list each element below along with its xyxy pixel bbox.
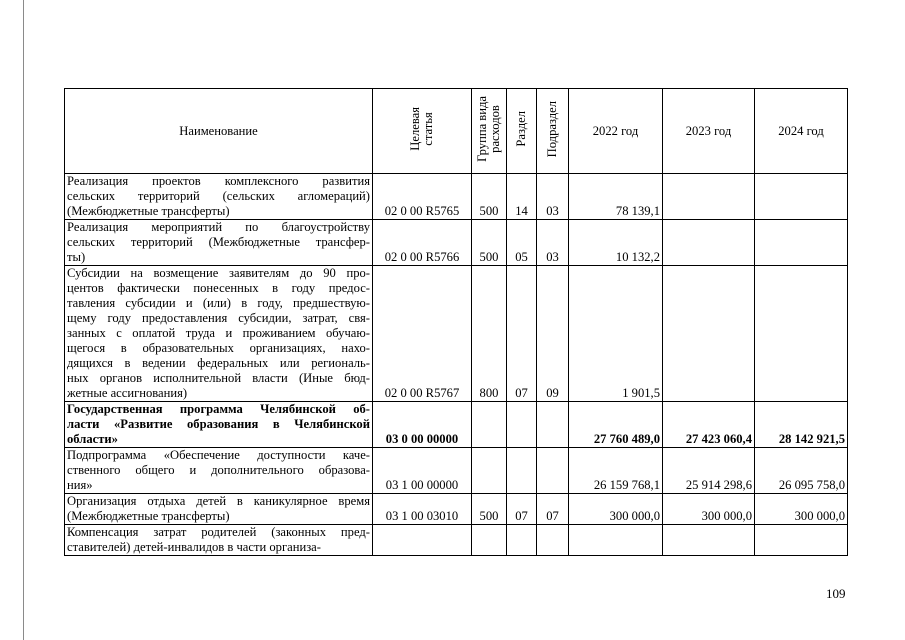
name-line: ственного общего и дополнительного образова- <box>67 463 370 477</box>
amount-2022-cell: 300 000,0 <box>569 494 663 525</box>
name-line: тавления субсидии и (или) в году, предшествую- <box>67 296 370 310</box>
name-line: Государственная программа Челябинской об- <box>67 402 370 416</box>
name-line: щегося в образовательных организациях, нахо- <box>67 341 370 355</box>
amount-2022-cell: 26 159 768,1 <box>569 448 663 494</box>
name-line: Субсидии на возмещение заявителям до 90 про- <box>67 266 370 280</box>
subsection-cell: 07 <box>537 494 569 525</box>
expense-group-cell: 500 <box>472 174 507 220</box>
amount-2022-cell <box>569 525 663 556</box>
section-cell: 14 <box>507 174 537 220</box>
amount-2024-cell: 28 142 921,5 <box>755 402 848 448</box>
row-name-cell <box>65 220 373 266</box>
target-code-cell: 03 1 00 03010 <box>373 494 472 525</box>
subsection-cell: 09 <box>537 266 569 402</box>
target-code-cell <box>373 525 472 556</box>
table-row <box>65 448 848 494</box>
page-number: 109 <box>826 586 846 601</box>
header-target: Целевая статья <box>373 89 472 174</box>
table-row <box>65 494 848 525</box>
name-line: области» <box>67 432 118 446</box>
row-name-cell <box>65 174 373 220</box>
header-section: Раздел <box>507 89 537 174</box>
expense-group-cell: 500 <box>472 220 507 266</box>
expense-group-cell: 800 <box>472 266 507 402</box>
header-2022: 2022 год <box>569 89 663 174</box>
name-line: центов фактически понесенных в году предос- <box>67 281 370 295</box>
target-code-cell: 02 0 00 R5765 <box>373 174 472 220</box>
amount-2024-cell <box>755 220 848 266</box>
name-line: щему году предоставления субсидии, затрат, свя- <box>67 311 370 325</box>
name-line: ласти «Развитие образования в Челябинской <box>67 417 370 431</box>
amount-2022-cell: 78 139,1 <box>569 174 663 220</box>
budget-table <box>64 88 848 556</box>
target-code-cell: 03 1 00 00000 <box>373 448 472 494</box>
header-2023: 2023 год <box>663 89 755 174</box>
header-2024: 2024 год <box>755 89 848 174</box>
header-subsection: Подраздел <box>537 89 569 174</box>
margin-line <box>23 0 24 640</box>
name-line: сельских территорий (сельских агломераций) <box>67 189 370 203</box>
row-name-cell <box>65 402 373 448</box>
section-cell <box>507 402 537 448</box>
name-line: дящихся в ведении федеральных или региональ- <box>67 356 370 370</box>
subsection-cell: 03 <box>537 220 569 266</box>
expense-group-cell <box>472 402 507 448</box>
amount-2024-cell <box>755 266 848 402</box>
name-line: ных органов исполнительной власти (Иные бюд- <box>67 371 370 385</box>
amount-2023-cell <box>663 525 755 556</box>
section-cell: 07 <box>507 266 537 402</box>
section-cell <box>507 525 537 556</box>
amount-2024-cell <box>755 174 848 220</box>
name-line: ния» <box>67 478 93 492</box>
target-code-cell: 02 0 00 R5766 <box>373 220 472 266</box>
expense-group-cell <box>472 448 507 494</box>
subsection-cell <box>537 402 569 448</box>
amount-2024-cell <box>755 525 848 556</box>
row-name-cell <box>65 266 373 402</box>
name-line: занных с оплатой труда и проживанием обучаю- <box>67 326 370 340</box>
table-body <box>65 174 848 556</box>
name-line: Подпрограмма «Обеспечение доступности каче- <box>67 448 370 462</box>
amount-2023-cell <box>663 174 755 220</box>
name-line: ставителей) детей-инвалидов в части организа- <box>67 540 321 554</box>
amount-2023-cell: 300 000,0 <box>663 494 755 525</box>
amount-2023-cell: 25 914 298,6 <box>663 448 755 494</box>
header-group: Группа вида расходов <box>472 89 507 174</box>
subsection-cell <box>537 448 569 494</box>
amount-2023-cell: 27 423 060,4 <box>663 402 755 448</box>
name-line: ты) <box>67 250 86 264</box>
section-cell <box>507 448 537 494</box>
row-name-cell <box>65 525 373 556</box>
name-line: сельских территорий (Межбюджетные трансфер- <box>67 235 370 249</box>
name-line: жетные ассигнования) <box>67 386 188 400</box>
row-name-cell <box>65 448 373 494</box>
target-code-cell: 03 0 00 00000 <box>373 402 472 448</box>
table-row <box>65 174 848 220</box>
amount-2022-cell: 1 901,5 <box>569 266 663 402</box>
amount-2022-cell: 10 132,2 <box>569 220 663 266</box>
expense-group-cell: 500 <box>472 494 507 525</box>
header-name: Наименование <box>65 89 373 174</box>
table-row <box>65 525 848 556</box>
amount-2024-cell: 26 095 758,0 <box>755 448 848 494</box>
table-row <box>65 402 848 448</box>
section-cell: 05 <box>507 220 537 266</box>
table-row <box>65 266 848 402</box>
subsection-cell: 03 <box>537 174 569 220</box>
amount-2024-cell: 300 000,0 <box>755 494 848 525</box>
row-name-cell <box>65 494 373 525</box>
amount-2022-cell: 27 760 489,0 <box>569 402 663 448</box>
amount-2023-cell <box>663 220 755 266</box>
amount-2023-cell <box>663 266 755 402</box>
section-cell: 07 <box>507 494 537 525</box>
expense-group-cell <box>472 525 507 556</box>
name-line: (Межбюджетные трансферты) <box>67 509 230 523</box>
subsection-cell <box>537 525 569 556</box>
table-row <box>65 220 848 266</box>
target-code-cell: 02 0 00 R5767 <box>373 266 472 402</box>
name-line: Компенсация затрат родителей (законных пред- <box>67 525 370 539</box>
name-line: (Межбюджетные трансферты) <box>67 204 230 218</box>
name-line: Реализация мероприятий по благоустройству <box>67 220 370 234</box>
name-line: Организация отдыха детей в каникулярное время <box>67 494 370 508</box>
header-row <box>65 89 848 174</box>
name-line: Реализация проектов комплексного развития <box>67 174 370 188</box>
